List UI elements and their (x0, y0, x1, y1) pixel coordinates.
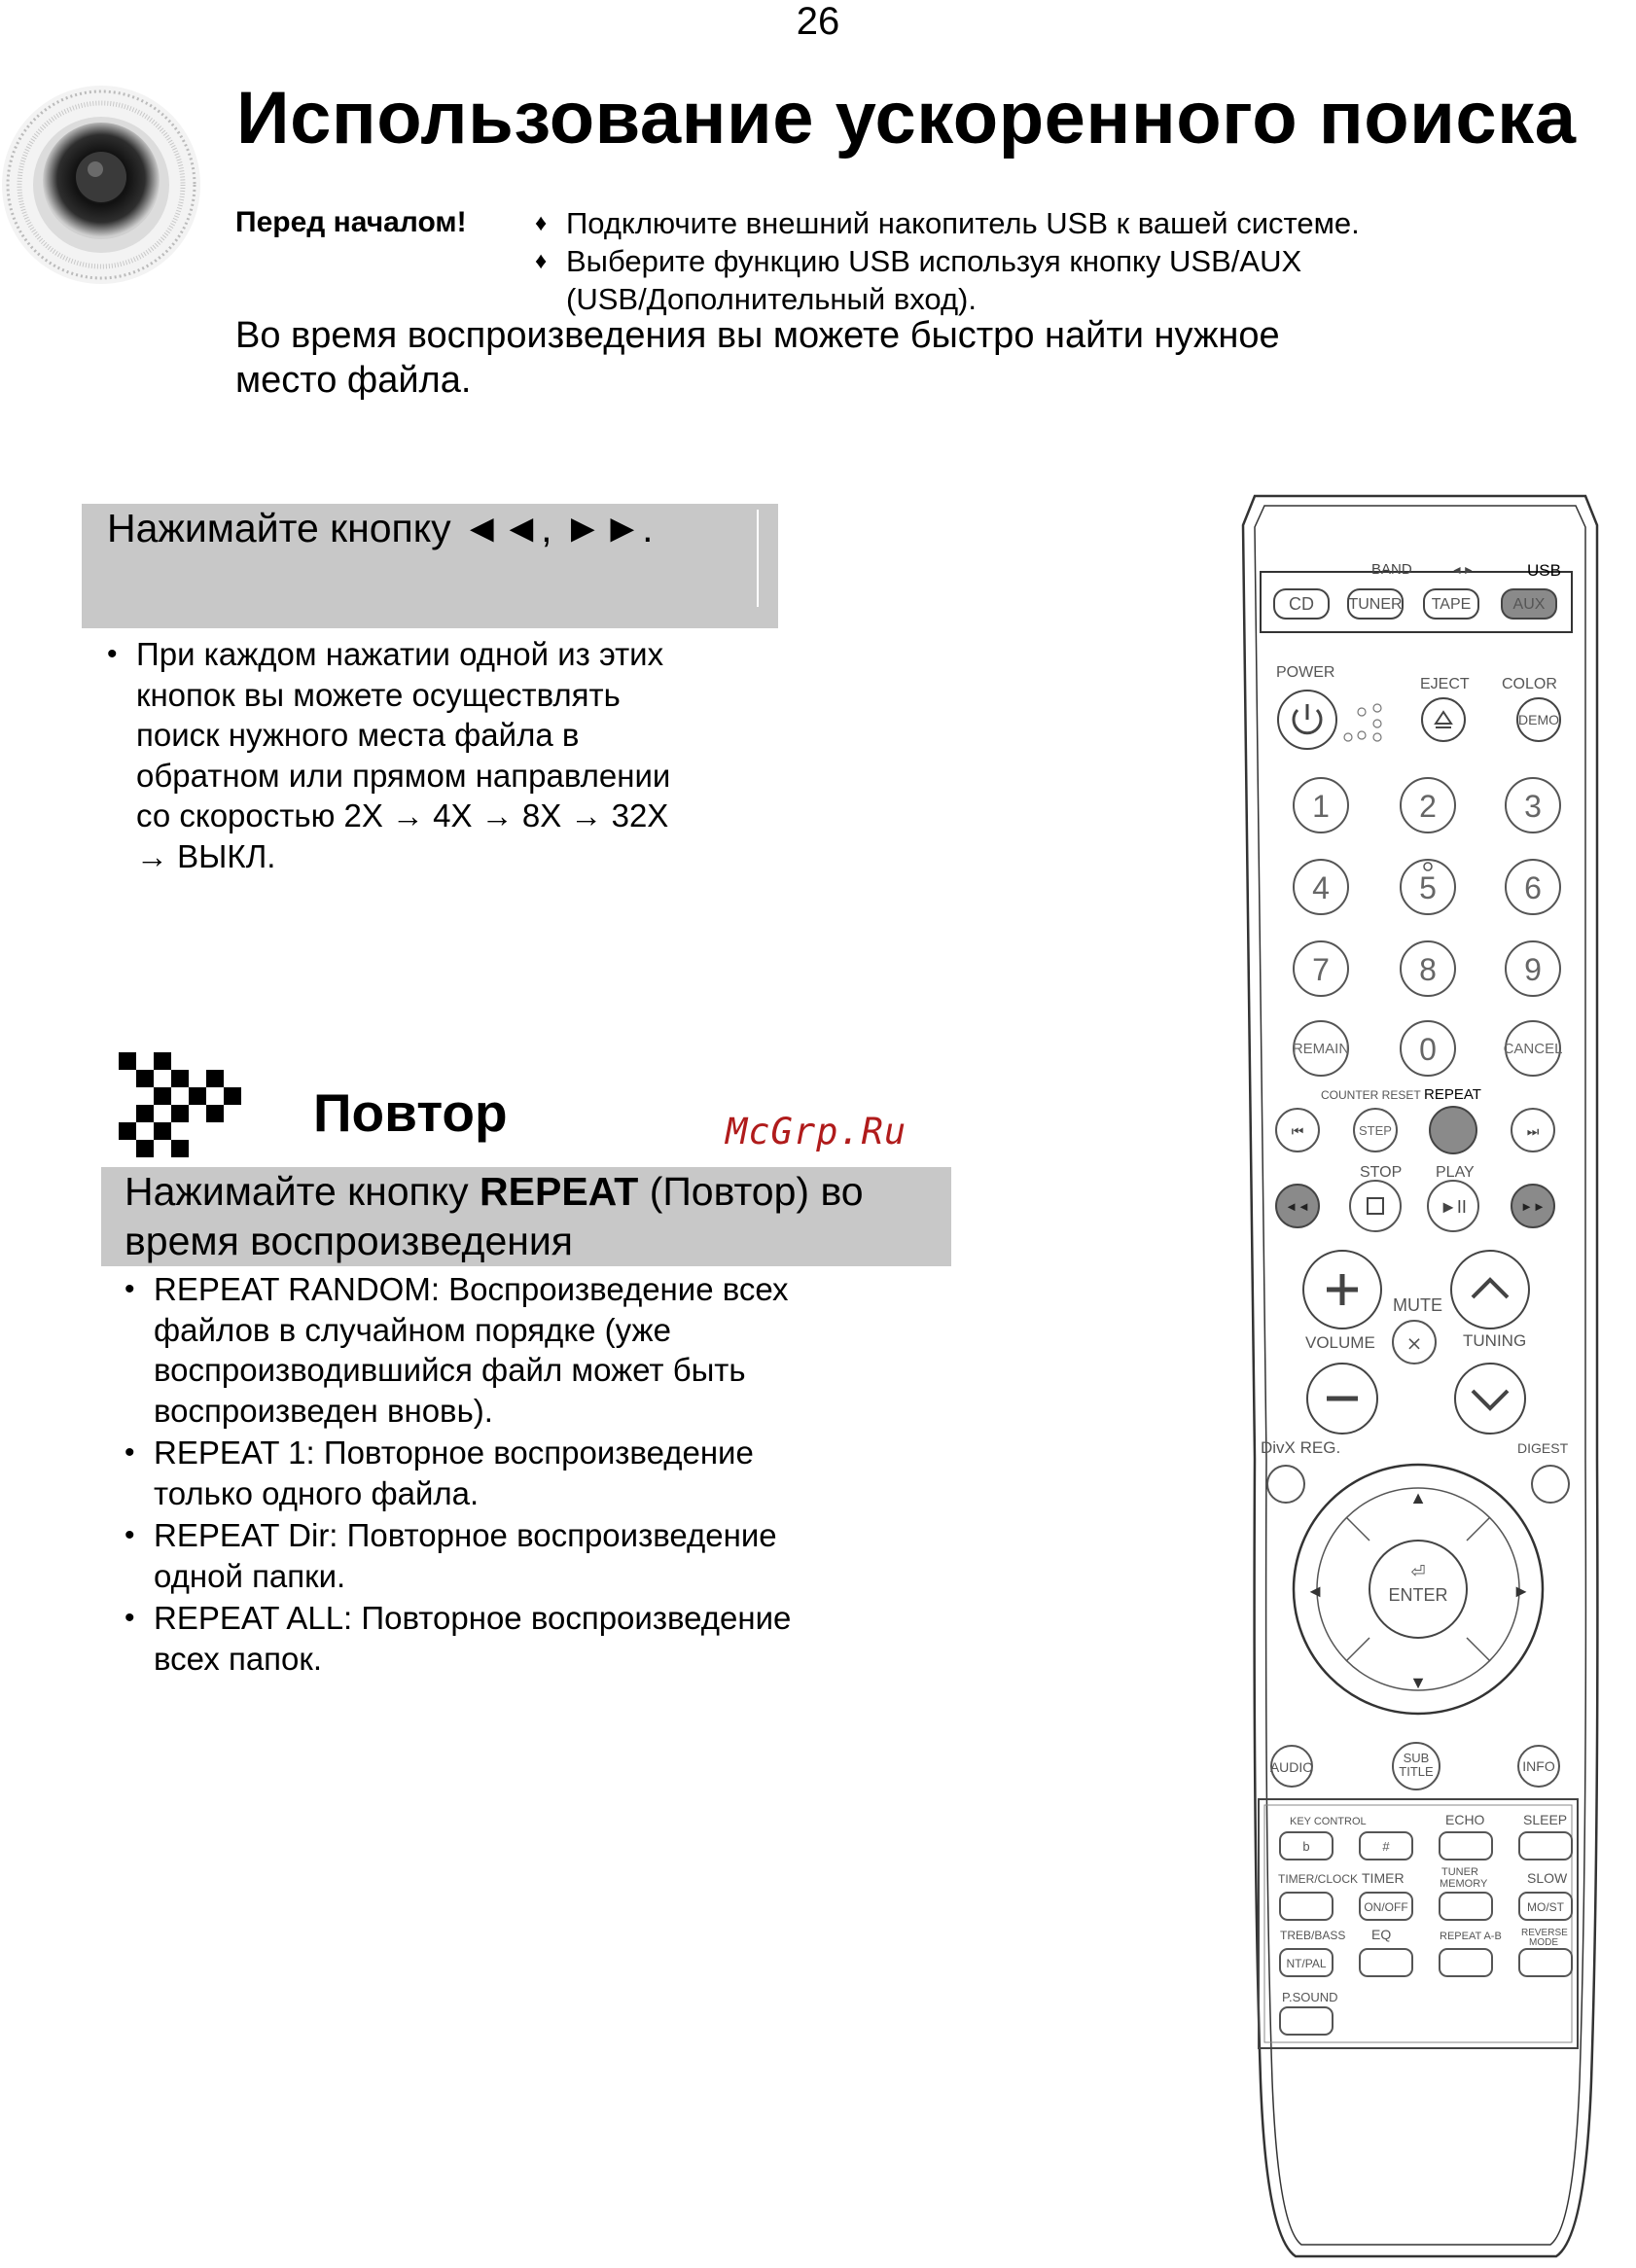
sleep-label: SLEEP (1523, 1812, 1568, 1827)
arrow-down-icon: ▼ (1409, 1673, 1427, 1692)
svg-text:MEMORY: MEMORY (1440, 1878, 1488, 1890)
page-title: Использование ускоренного поиска (236, 77, 1577, 159)
key-flat-button[interactable] (1280, 1832, 1333, 1860)
nt-pal-button[interactable] (1280, 1949, 1333, 1976)
fast-forward-icon: ►► (1520, 1199, 1546, 1214)
arrow-right-icon: ► (1512, 1581, 1530, 1601)
enter-icon: ⏎ (1410, 1562, 1426, 1581)
p-sound-label: P.SOUND (1282, 1990, 1338, 2004)
digit-4-button[interactable] (1294, 860, 1348, 914)
bullet-dot-icon: • (124, 1436, 135, 1469)
skip-forward-button[interactable] (1512, 1109, 1554, 1152)
digit-5-button[interactable] (1401, 860, 1455, 914)
timer-clock-button[interactable] (1280, 1893, 1333, 1920)
repeat-ab-label: REPEAT A-B (1440, 1931, 1502, 1942)
digit-1-button[interactable] (1294, 778, 1348, 833)
digit-2-button[interactable] (1401, 778, 1455, 833)
list-item: • REPEAT RANDOM: Воспроизведение всех файлов в случайном порядке (уже воспроизводившийся файл может быть воспроизведен вновь). (124, 1271, 789, 1429)
demo-button[interactable] (1517, 698, 1560, 741)
timer-clock-label: TIMER/CLOCK (1278, 1872, 1359, 1886)
svg-text:7: 7 (1312, 952, 1330, 987)
step-button[interactable] (1354, 1109, 1397, 1152)
svg-text:DEMO: DEMO (1518, 712, 1559, 727)
power-label: POWER (1276, 664, 1335, 681)
watermark: McGrp.Ru (726, 1111, 907, 1152)
svg-text:8: 8 (1419, 952, 1437, 987)
diamond-bullet-icon: ♦ (535, 248, 548, 274)
rewind-button[interactable] (1276, 1185, 1319, 1227)
list-item-continuation: (USB/Дополнительный вход). (566, 282, 977, 316)
svg-text:3: 3 (1524, 789, 1542, 824)
bullet-dot-icon: • (124, 1273, 135, 1305)
checker-pattern-icon (119, 1052, 241, 1157)
svg-text:AUX: AUX (1512, 596, 1546, 613)
page-number: 26 (796, 0, 840, 43)
svg-text:NT/PAL: NT/PAL (1286, 1957, 1327, 1970)
digit-7-button[interactable] (1294, 941, 1348, 996)
tape-arrows-label: ◄► (1451, 563, 1475, 577)
svg-text:TAPE: TAPE (1431, 596, 1472, 613)
usb-aux-button[interactable] (1502, 589, 1556, 619)
svg-text:5: 5 (1419, 870, 1437, 905)
tuning-down-button[interactable] (1455, 1364, 1525, 1434)
svg-text:6: 6 (1524, 870, 1542, 905)
skip-forward-icon: ⏭ (1526, 1123, 1540, 1139)
mute-label: MUTE (1393, 1295, 1442, 1315)
diamond-bullet-icon: ♦ (535, 210, 548, 236)
skip-back-button[interactable] (1276, 1109, 1319, 1152)
key-sharp-button[interactable] (1360, 1832, 1412, 1860)
play-label: PLAY (1436, 1164, 1475, 1181)
bullet-dot-icon: • (124, 1602, 135, 1634)
volume-up-button[interactable] (1303, 1251, 1381, 1329)
eject-button[interactable] (1422, 698, 1465, 741)
enter-button[interactable] (1369, 1541, 1467, 1638)
skip-back-icon: ⏮ (1291, 1123, 1304, 1139)
repeat-label: REPEAT (1424, 1086, 1481, 1103)
tape-button[interactable] (1424, 589, 1478, 619)
svg-text:TUNER: TUNER (1348, 596, 1403, 613)
ir-dots-icon (1344, 704, 1381, 741)
digit-9-button[interactable] (1506, 941, 1560, 996)
slow-label: SLOW (1527, 1870, 1568, 1886)
bullet-dot-icon: • (124, 1519, 135, 1551)
svg-text:CD: CD (1289, 594, 1314, 614)
color-label: COLOR (1502, 676, 1557, 692)
svg-text:SUB: SUB (1403, 1751, 1430, 1765)
list-item: ♦ Выберите функцию USB используя кнопку USB/AUX (535, 244, 1302, 278)
svg-text:MO/ST: MO/ST (1527, 1900, 1564, 1914)
svg-text:9: 9 (1524, 952, 1542, 987)
tuner-memory-label: TUNER (1441, 1866, 1478, 1878)
cancel-button[interactable] (1504, 1021, 1563, 1076)
tuner-memory-button[interactable] (1440, 1893, 1492, 1920)
echo-label: ECHO (1445, 1812, 1485, 1827)
svg-text:CANCEL: CANCEL (1503, 1041, 1563, 1057)
divx-reg-label: DivX REG. (1261, 1438, 1341, 1457)
digit-8-button[interactable] (1401, 941, 1455, 996)
divx-reg-button[interactable] (1267, 1466, 1304, 1503)
svg-text:1: 1 (1312, 789, 1330, 824)
reverse-mode-button[interactable] (1519, 1949, 1572, 1976)
play-pause-icon: ►II (1440, 1197, 1467, 1217)
volume-label: VOLUME (1305, 1333, 1375, 1352)
arrow-up-icon: ▲ (1409, 1488, 1427, 1507)
svg-text:2: 2 (1419, 789, 1437, 824)
eject-label: EJECT (1420, 676, 1470, 692)
mute-button[interactable] (1393, 1321, 1436, 1364)
band-label: BAND (1371, 561, 1412, 578)
tuning-up-button[interactable] (1451, 1251, 1529, 1329)
before-start-list (535, 204, 1360, 318)
timer-on-off-button[interactable] (1360, 1893, 1412, 1920)
mute-icon: ⨯ (1405, 1333, 1423, 1355)
p-sound-button[interactable] (1280, 2007, 1333, 2035)
counter-reset-label: COUNTER RESET (1321, 1088, 1421, 1102)
list-item: • REPEAT 1: Повторное воспроизведение только одного файла. (124, 1435, 754, 1511)
intro-text: Во время воспроизведения вы можете быстро найти нужное место файла. (235, 315, 1280, 401)
reverse-mode-label: REVERSE (1521, 1928, 1568, 1938)
section-title-repeat: Повтор (313, 1082, 508, 1143)
cd-button[interactable] (1274, 589, 1329, 619)
key-control-label: KEY CONTROL (1290, 1816, 1367, 1827)
step2-instruction: Нажимайте кнопку REPEAT (Повтор) во время воспроизведения (124, 1169, 864, 1263)
digit-0-button[interactable] (1401, 1021, 1455, 1076)
list-item: • REPEAT Dir: Повторное воспроизведение одной папки. (124, 1517, 777, 1594)
svg-text:STEP: STEP (1359, 1123, 1392, 1138)
audio-button[interactable] (1270, 1746, 1313, 1787)
repeat-button[interactable] (1430, 1107, 1476, 1153)
remain-button[interactable] (1293, 1021, 1349, 1076)
step1-instruction: Нажимайте кнопку ◄◄, ►►. (107, 506, 654, 550)
digit-6-button[interactable] (1506, 860, 1560, 914)
bullet-dot-icon: • (107, 638, 118, 670)
remote-control-illustration (1226, 486, 1615, 2266)
svg-text:ENTER: ENTER (1388, 1585, 1448, 1605)
svg-text:4: 4 (1312, 870, 1330, 905)
svg-text:#: # (1382, 1839, 1390, 1854)
digit-3-button[interactable] (1506, 778, 1560, 833)
svg-text:b: b (1302, 1839, 1310, 1854)
echo-button[interactable] (1440, 1832, 1492, 1860)
volume-down-button[interactable] (1307, 1364, 1377, 1434)
play-pause-button[interactable] (1428, 1181, 1478, 1231)
info-button[interactable] (1518, 1746, 1559, 1787)
eq-button[interactable] (1360, 1949, 1412, 1976)
mo-st-button[interactable] (1519, 1893, 1572, 1920)
digest-button[interactable] (1532, 1466, 1569, 1503)
fast-forward-button[interactable] (1512, 1185, 1554, 1227)
svg-text:ON/OFF: ON/OFF (1364, 1900, 1408, 1914)
arrow-left-icon: ◄ (1306, 1581, 1324, 1601)
repeat-ab-button[interactable] (1440, 1949, 1492, 1976)
svg-text:REMAIN: REMAIN (1292, 1041, 1350, 1057)
step1-bullet-list (107, 634, 749, 876)
svg-text:0: 0 (1419, 1032, 1437, 1067)
digest-label: DIGEST (1517, 1440, 1569, 1456)
timer-label: TIMER (1362, 1870, 1405, 1886)
list-item: • REPEAT ALL: Повторное воспроизведение всех папок. (124, 1600, 792, 1677)
before-start-label: Перед началом! (235, 206, 467, 238)
subtitle-button[interactable] (1393, 1743, 1440, 1790)
svg-text:MODE: MODE (1529, 1937, 1558, 1948)
stop-label: STOP (1360, 1164, 1403, 1181)
list-item: • При каждом нажатии одной из этих кнопок вы можете осуществлять поиск нужного места файла в обратном или прямом направлении со скоростью 2X → 4X → 8X → 32X → ВЫКЛ. (107, 636, 671, 874)
eq-label: EQ (1371, 1927, 1392, 1942)
svg-text:AUDIO: AUDIO (1269, 1759, 1314, 1775)
list-item: ♦ Подключите внешний накопитель USB к вашей системе. (535, 206, 1360, 240)
treb-bass-label: TREB/BASS (1280, 1929, 1346, 1942)
svg-text:TITLE: TITLE (1399, 1764, 1434, 1779)
tuning-label: TUNING (1463, 1331, 1527, 1350)
sleep-button[interactable] (1519, 1832, 1572, 1860)
usb-label: USB (1527, 561, 1561, 580)
stop-button[interactable] (1350, 1181, 1401, 1231)
rewind-icon: ◄◄ (1285, 1199, 1310, 1214)
repeat-mode-list (124, 1269, 883, 1681)
tuner-button[interactable] (1348, 589, 1403, 619)
svg-text:INFO: INFO (1522, 1758, 1555, 1774)
speaker-logo (0, 60, 214, 301)
power-button[interactable] (1278, 691, 1336, 749)
